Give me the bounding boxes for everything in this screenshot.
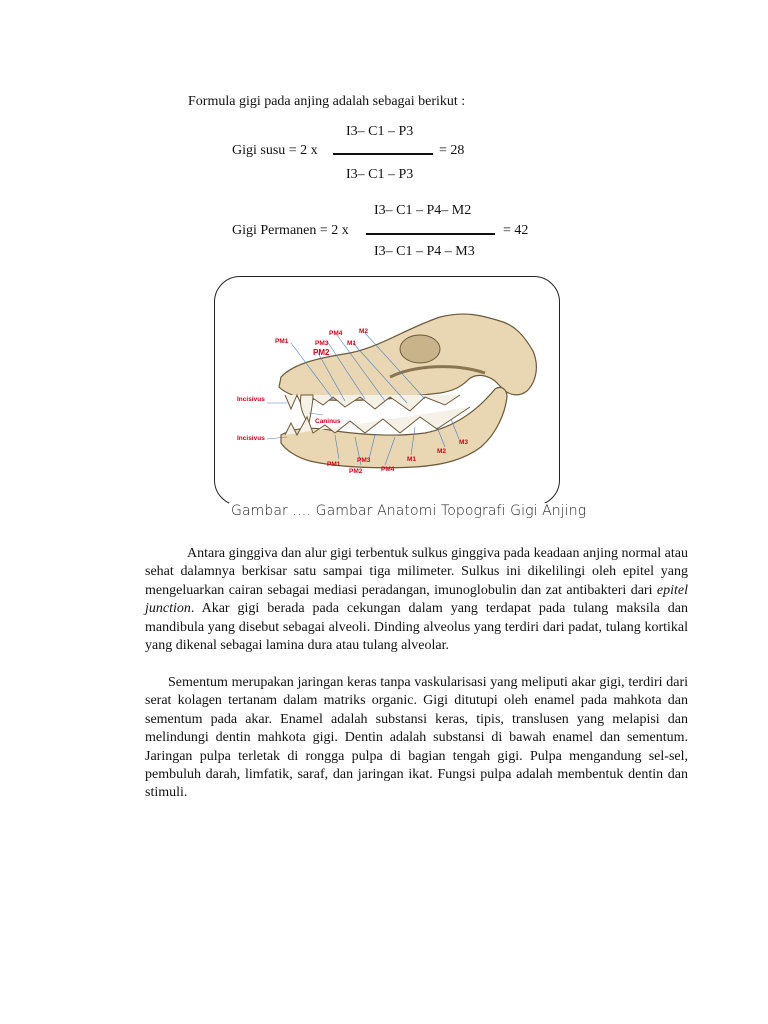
formula-susu-result: = 28 <box>439 143 465 158</box>
label-m2-lower: M2 <box>437 448 447 455</box>
label-m3-lower: M3 <box>459 439 469 446</box>
paragraph-1-text-a: Antara ginggiva dan alur gigi terbentuk sulkus ginggiva pada keadaan anjing normal atau sehat dalamnya berkisar satu sampai tiga milimeter. Sulkus ini dikelilingi oleh epitel yang mengeluarkan cairan sebagai mediasi peradangan, imunoglobulin dan zat antibakteri dari <box>145 546 688 598</box>
label-pm2-lower: PM2 <box>349 468 363 475</box>
label-pm4-lower: PM4 <box>381 466 395 473</box>
formula-susu-numerator: I3– C1 – P3 <box>346 124 414 139</box>
label-pm3-upper: PM3 <box>315 340 329 347</box>
orbit-shape <box>400 335 440 363</box>
formula-permanen-result: = 42 <box>503 223 529 238</box>
label-pm3-lower: PM3 <box>357 457 371 464</box>
label-incisivus-lower: Incisivus <box>237 435 265 442</box>
formula-permanen-label: Gigi Permanen = 2 x <box>232 223 349 238</box>
paragraph-2-text: Sementum merupakan jaringan keras tanpa vaskularisasi yang meliputi akar gigi, terdiri dari serat kolagen tertanam dalam matriks organic. Gigi ditutupi oleh enamel pada mahkota dan sementum pada akar. Enamel adalah substansi keras, tipis, translusen yang melapisi dan melindungi dentin mahkota gigi. Dentin adalah substansi di bawah enamel dan sementum. Jaringan pulpa terletak di rongga pulpa di bagian tengah gigi. Pulpa mengandung sel-sel, pembuluh darah, limfatik, saraf, dan jaringan ikat. Fungsi pulpa adalah membentuk dentin dan stimuli. <box>145 675 688 801</box>
label-caninus: Caninus <box>315 418 341 425</box>
formula-susu-label: Gigi susu = 2 x <box>232 143 318 158</box>
label-pm1-upper: PM1 <box>275 338 289 345</box>
formula-permanen-denominator: I3– C1 – P4 – M3 <box>374 244 475 259</box>
intro-text: Formula gigi pada anjing adalah sebagai berikut : <box>188 94 466 109</box>
formula-permanen-numerator: I3– C1 – P4– M2 <box>374 203 472 218</box>
label-pm2-upper: PM2 <box>313 348 330 357</box>
formula-susu-fraction-bar <box>333 153 433 155</box>
label-pm4-upper: PM4 <box>329 330 343 337</box>
label-m1-upper: M1 <box>347 340 357 347</box>
paragraph-1-text-b: . Akar gigi berada pada cekungan dalam yang terdapat pada tulang maksila dan mandibula yang disebut sebagai alveoli. Dinding alveolus yang terdiri dari padat, tulang kortikal yang dikenal sebagai lamina dura atau tulang alveolar. <box>145 601 688 654</box>
label-m1-lower: M1 <box>407 456 417 463</box>
label-pm1-lower: PM1 <box>327 461 341 468</box>
dog-skull-illustration <box>215 277 559 505</box>
formula-permanen-fraction-bar <box>366 233 495 235</box>
paragraph-2 <box>145 674 688 803</box>
formula-susu-denominator: I3– C1 – P3 <box>346 167 414 182</box>
label-m2-upper: M2 <box>359 328 369 335</box>
figure-caption: Gambar …. Gambar Anatomi Topografi Gigi Anjing <box>231 503 587 519</box>
paragraph-1 <box>145 545 688 655</box>
dog-skull-figure <box>214 276 560 506</box>
paragraph-1-italic-term: epitel junction <box>145 582 688 617</box>
label-incisivus-upper: Incisivus <box>237 396 265 403</box>
